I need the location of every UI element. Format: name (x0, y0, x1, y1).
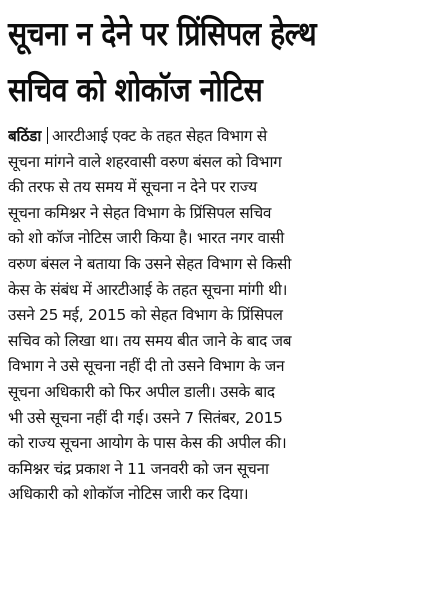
body-line: को राज्य सूचना आयोग के पास केस की अपील की। (8, 434, 287, 453)
body-line: भी उसे सूचना नहीं दी गई। उसने 7 सितंबर, 2015 (8, 408, 283, 427)
body-line: कमिश्नर चंद्र प्रकाश ने 11 जनवरी को जन सूचना (8, 459, 269, 478)
headline-line-1: सूचना न देने पर प्रिंसिपल हेल्थ (8, 14, 317, 53)
body-line: सूचना अधिकारी को फिर अपील डाली। उसके बाद (8, 382, 275, 401)
article-body (8, 124, 444, 508)
body-line: वरुण बंसल ने बताया कि उसने सेहत विभाग से किसी (8, 254, 292, 273)
body-line-text: आरटीआई एक्ट के तहत सेहत विभाग से (52, 127, 267, 145)
dateline: बठिंडा (8, 127, 42, 145)
body-line: सूचना मांगने वाले शहरवासी वरुण बंसल को विभाग (8, 152, 282, 171)
body-line: को शो कॉज नोटिस जारी किया है। भारत नगर वासी (8, 229, 284, 248)
body-line: केस के संबंध में आरटीआई के तहत सूचना मांगी थी। (8, 280, 288, 299)
body-line: विभाग ने उसे सूचना नहीं दी तो उसने विभाग के जन (8, 357, 285, 376)
headline-line-2: सचिव को शोकॉज नोटिस (8, 70, 263, 109)
body-line: सूचना कमिश्नर ने सेहत विभाग के प्रिंसिपल सचिव (8, 203, 272, 222)
body-line (8, 124, 444, 150)
body-line: अधिकारी को शोकॉज नोटिस जारी कर दिया। (8, 485, 249, 504)
dateline-separator (47, 127, 48, 144)
article-headline (8, 6, 438, 118)
body-line: उसने 25 मई, 2015 को सेहत विभाग के प्रिंसिपल (8, 306, 283, 325)
body-line: सचिव को लिखा था। तय समय बीत जाने के बाद जब (8, 331, 292, 350)
body-line: की तरफ से तय समय में सूचना न देने पर राज्य (8, 178, 257, 197)
